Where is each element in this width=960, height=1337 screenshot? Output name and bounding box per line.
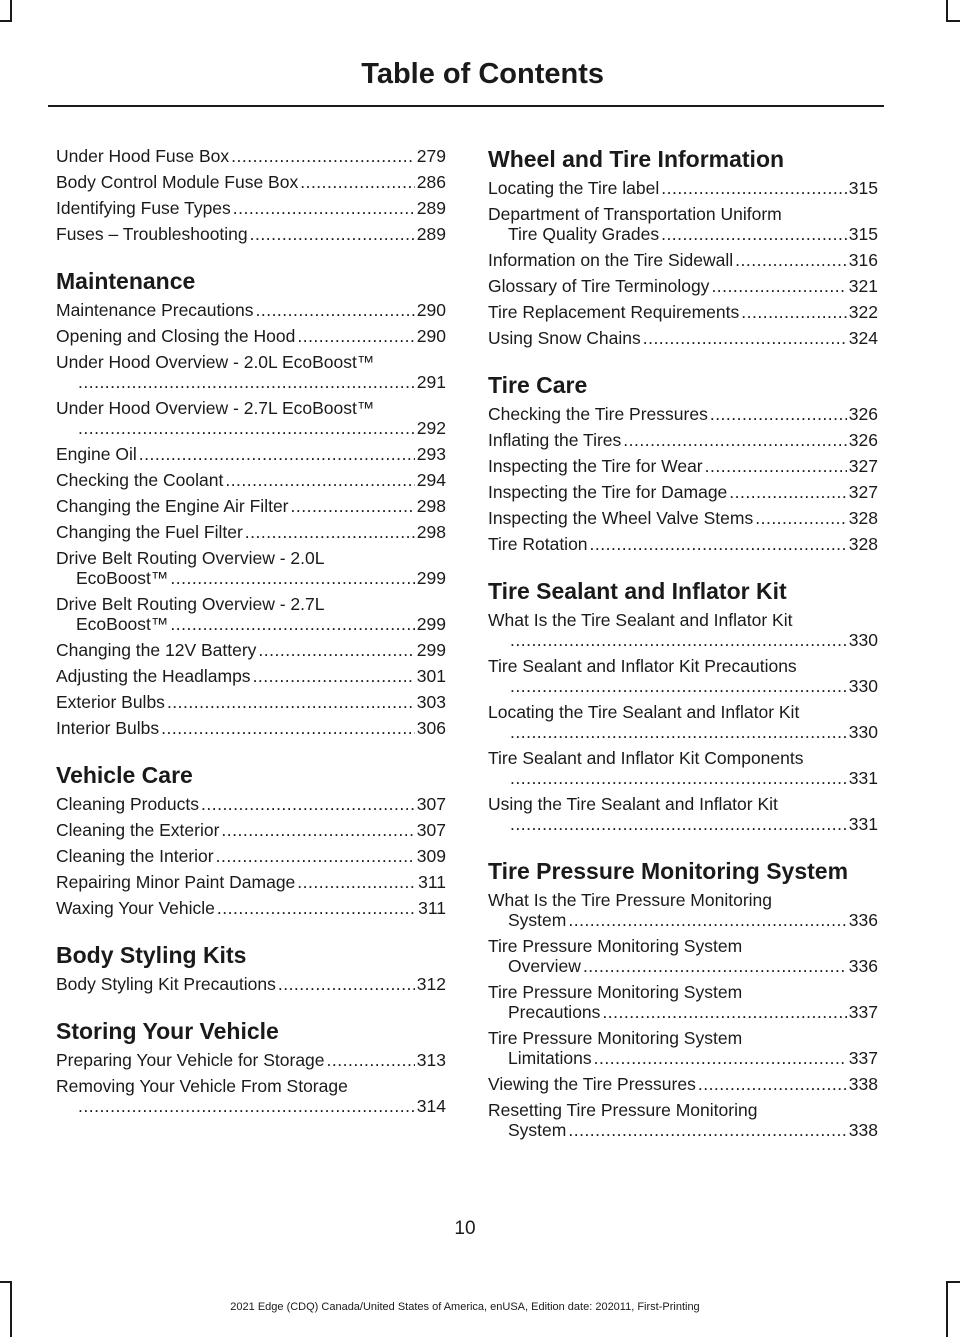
entry-page-number[interactable]: 286 — [416, 172, 446, 192]
entry-line — [56, 718, 446, 738]
toc-entry[interactable] — [488, 204, 878, 244]
toc-entry[interactable] — [56, 224, 446, 244]
toc-entry[interactable] — [56, 398, 446, 438]
entry-title: Repairing Minor Paint Damage — [56, 872, 296, 892]
toc-entry[interactable] — [488, 890, 878, 930]
entry-line — [488, 794, 878, 814]
toc-section — [56, 762, 446, 918]
entry-line — [56, 1050, 446, 1070]
header-divider — [48, 105, 884, 107]
dot-leader — [661, 178, 847, 198]
entry-line — [488, 1074, 878, 1094]
entry-title: Drive Belt Routing Overview - 2.0L — [56, 548, 325, 568]
entry-line — [488, 630, 878, 650]
dot-leader — [167, 692, 415, 712]
entry-page-number[interactable]: 330 — [848, 630, 878, 650]
entry-page-number[interactable]: 338 — [848, 1074, 878, 1094]
entry-title: Preparing Your Vehicle for Storage — [56, 1050, 325, 1070]
dot-leader — [201, 794, 415, 814]
dot-leader — [217, 898, 416, 918]
dot-leader — [602, 1002, 846, 1022]
dot-leader — [225, 470, 414, 490]
entry-line — [56, 172, 446, 192]
dot-leader — [705, 456, 847, 476]
toc-section — [56, 268, 446, 738]
dot-leader — [139, 444, 415, 464]
entry-title: Resetting Tire Pressure Monitoring — [488, 1100, 758, 1120]
crop-mark-top-right-v — [946, 0, 948, 22]
dot-leader — [510, 676, 847, 696]
toc-entry[interactable] — [488, 982, 878, 1022]
entry-title-continued: Tire Quality Grades — [508, 224, 660, 244]
entry-line — [56, 398, 446, 418]
toc-entry[interactable] — [56, 444, 446, 464]
entry-page-number[interactable]: 326 — [848, 430, 878, 450]
toc-entry[interactable] — [56, 548, 446, 588]
entry-line — [488, 722, 878, 742]
entry-page-number[interactable]: 293 — [416, 444, 446, 464]
entry-page-number[interactable]: 330 — [848, 676, 878, 696]
entry-page-number[interactable]: 291 — [416, 372, 446, 392]
toc-entry[interactable] — [56, 974, 446, 994]
entry-title-continued: EcoBoost™ — [76, 614, 169, 634]
toc-entry[interactable] — [56, 172, 446, 192]
entry-line — [488, 656, 878, 676]
crop-mark-bottom-right-h — [946, 1281, 960, 1283]
section-heading: Vehicle Care — [56, 762, 193, 788]
entry-page-number[interactable]: 292 — [416, 418, 446, 438]
entry-page-number[interactable]: 309 — [416, 846, 446, 866]
entry-page-number[interactable]: 311 — [418, 872, 446, 892]
dot-leader — [255, 300, 414, 320]
entry-title: Locating the Tire Sealant and Inflator Kit — [488, 702, 800, 722]
entry-line — [488, 702, 878, 722]
entry-title: Removing Your Vehicle From Storage — [56, 1076, 348, 1096]
entry-line — [56, 594, 446, 614]
entry-line — [488, 224, 878, 244]
entry-line — [56, 470, 446, 490]
toc-entry[interactable] — [488, 610, 878, 650]
entry-line — [488, 404, 878, 424]
dot-leader — [78, 372, 415, 392]
toc-section — [56, 1018, 446, 1116]
entry-page-number[interactable]: 289 — [416, 198, 446, 218]
dot-leader — [568, 910, 846, 930]
toc-entry[interactable] — [488, 508, 878, 528]
entry-page-number[interactable]: 290 — [416, 300, 446, 320]
entry-title: Adjusting the Headlamps — [56, 666, 251, 686]
dot-leader — [291, 496, 415, 516]
dot-leader — [327, 1050, 415, 1070]
dot-leader — [300, 172, 415, 192]
entry-line — [488, 302, 878, 322]
entry-line — [488, 936, 878, 956]
entry-title: Changing the 12V Battery — [56, 640, 257, 660]
entry-title-continued: EcoBoost™ — [76, 568, 169, 588]
toc-entry[interactable] — [488, 1074, 878, 1094]
entry-page-number[interactable]: 326 — [848, 404, 878, 424]
entry-title: Interior Bulbs — [56, 718, 160, 738]
entry-title: Fuses – Troubleshooting — [56, 224, 248, 244]
toc-entry[interactable] — [488, 302, 878, 322]
entry-line — [56, 614, 446, 634]
entry-line — [488, 1048, 878, 1068]
crop-mark-top-right-h — [946, 20, 960, 22]
entry-page-number[interactable]: 324 — [848, 328, 878, 348]
toc-entry[interactable] — [56, 666, 446, 686]
toc-entry[interactable] — [56, 820, 446, 840]
dot-leader — [510, 814, 847, 834]
entry-line — [56, 1076, 446, 1096]
entry-page-number[interactable]: 289 — [416, 224, 446, 244]
footer-edition-text: 2021 Edge (CDQ) Canada/United States of America, enUSA, Edition date: 202011, First-Printing — [230, 1301, 700, 1313]
entry-line — [488, 768, 878, 788]
entry-page-number[interactable]: 338 — [848, 1120, 878, 1140]
dot-leader — [661, 224, 847, 244]
entry-page-number[interactable]: 336 — [848, 956, 878, 976]
entry-title-continued: Precautions — [508, 1002, 601, 1022]
entry-title: Using Snow Chains — [488, 328, 641, 348]
toc-entry[interactable] — [488, 534, 878, 554]
entry-line — [56, 640, 446, 660]
toc-entry[interactable] — [488, 748, 878, 788]
entry-title: Under Hood Overview - 2.0L EcoBoost™ — [56, 352, 375, 372]
entry-line — [56, 444, 446, 464]
section-heading: Body Styling Kits — [56, 942, 247, 968]
dot-leader — [245, 522, 415, 542]
dot-leader — [78, 1096, 415, 1116]
entry-title: Waxing Your Vehicle — [56, 898, 215, 918]
entry-title: What Is the Tire Sealant and Inflator Kit — [488, 610, 793, 630]
entry-title: Tire Rotation — [488, 534, 588, 554]
entry-title: Drive Belt Routing Overview - 2.7L — [56, 594, 325, 614]
entry-title: Tire Pressure Monitoring System — [488, 1028, 743, 1048]
entry-title: Body Styling Kit Precautions — [56, 974, 276, 994]
crop-mark-bottom-left-h — [0, 1281, 12, 1283]
entry-title-continued: System — [508, 1120, 567, 1140]
entry-line — [488, 956, 878, 976]
entry-line — [488, 1100, 878, 1120]
dot-leader — [297, 326, 414, 346]
entry-page-number[interactable]: 316 — [848, 250, 878, 270]
entry-title-continued: Overview — [508, 956, 581, 976]
toc-section — [488, 372, 878, 554]
dot-leader — [583, 956, 847, 976]
dot-leader — [258, 640, 414, 660]
entry-line — [56, 1096, 446, 1116]
entry-title: Inspecting the Tire for Wear — [488, 456, 703, 476]
entry-page-number[interactable]: 313 — [416, 1050, 446, 1070]
toc-entry[interactable] — [56, 300, 446, 320]
dot-leader — [233, 198, 415, 218]
toc-section — [488, 858, 878, 1140]
entry-page-number[interactable]: 315 — [848, 178, 878, 198]
entry-line — [488, 982, 878, 1002]
dot-leader — [735, 250, 847, 270]
entry-line — [488, 250, 878, 270]
entry-page-number[interactable]: 327 — [848, 456, 878, 476]
entry-line — [488, 328, 878, 348]
entry-title: Inspecting the Wheel Valve Stems — [488, 508, 754, 528]
entry-line — [56, 974, 446, 994]
crop-mark-top-left-v — [10, 0, 12, 22]
section-heading: Maintenance — [56, 268, 196, 294]
entry-line — [488, 508, 878, 528]
entry-line — [488, 910, 878, 930]
toc-entry[interactable] — [56, 352, 446, 392]
dot-leader — [755, 508, 847, 528]
entry-title: Tire Sealant and Inflator Kit Components — [488, 748, 804, 768]
entry-title: Inspecting the Tire for Damage — [488, 482, 728, 502]
toc-entry[interactable] — [56, 872, 446, 892]
entry-title: Opening and Closing the Hood — [56, 326, 296, 346]
entry-line — [488, 178, 878, 198]
dot-leader — [710, 404, 847, 424]
entry-page-number[interactable]: 299 — [416, 568, 446, 588]
dot-leader — [231, 146, 415, 166]
entry-line — [56, 300, 446, 320]
entry-line — [488, 534, 878, 554]
entry-line — [56, 568, 446, 588]
page-title: Table of Contents — [361, 58, 604, 90]
toc-right-column — [488, 146, 878, 1164]
entry-line — [488, 430, 878, 450]
entry-line — [56, 548, 446, 568]
entry-title: Exterior Bulbs — [56, 692, 165, 712]
entry-line — [56, 522, 446, 542]
entry-title: Maintenance Precautions — [56, 300, 254, 320]
entry-title: Under Hood Overview - 2.7L EcoBoost™ — [56, 398, 375, 418]
toc-entry[interactable] — [488, 456, 878, 476]
entry-line — [488, 204, 878, 224]
dot-leader — [170, 568, 414, 588]
entry-page-number[interactable]: 299 — [416, 640, 446, 660]
toc-entry[interactable] — [56, 794, 446, 814]
entry-page-number[interactable]: 314 — [416, 1096, 446, 1116]
entry-page-number[interactable]: 330 — [848, 722, 878, 742]
entry-page-number[interactable]: 307 — [416, 820, 446, 840]
dot-leader — [510, 630, 847, 650]
entry-page-number[interactable]: 321 — [848, 276, 878, 296]
toc-entry[interactable] — [488, 936, 878, 976]
dot-leader — [253, 666, 415, 686]
entry-page-number[interactable]: 299 — [416, 614, 446, 634]
dot-leader — [568, 1120, 846, 1140]
entry-title: Checking the Tire Pressures — [488, 404, 708, 424]
entry-page-number[interactable]: 322 — [848, 302, 878, 322]
entry-title: Cleaning Products — [56, 794, 199, 814]
dot-leader — [623, 430, 847, 450]
entry-title: Cleaning the Interior — [56, 846, 214, 866]
entry-page-number[interactable]: 337 — [848, 1048, 878, 1068]
entry-line — [56, 820, 446, 840]
toc-entry[interactable] — [488, 1100, 878, 1140]
section-heading: Tire Pressure Monitoring System — [488, 858, 849, 884]
toc-entry[interactable] — [488, 656, 878, 696]
entry-title: Viewing the Tire Pressures — [488, 1074, 696, 1094]
entry-title: Using the Tire Sealant and Inflator Kit — [488, 794, 778, 814]
dot-leader — [711, 276, 846, 296]
entry-title: Tire Pressure Monitoring System — [488, 982, 743, 1002]
entry-line — [488, 814, 878, 834]
toc-section — [56, 146, 446, 244]
dot-leader — [510, 768, 847, 788]
entry-line — [56, 352, 446, 372]
entry-page-number[interactable]: 301 — [416, 666, 446, 686]
entry-page-number[interactable]: 290 — [416, 326, 446, 346]
entry-title: Tire Replacement Requirements — [488, 302, 740, 322]
dot-leader — [250, 224, 415, 244]
dot-leader — [510, 722, 847, 742]
entry-line — [56, 146, 446, 166]
entry-page-number[interactable]: 312 — [416, 974, 446, 994]
entry-line — [488, 1028, 878, 1048]
dot-leader — [590, 534, 847, 554]
toc-left-column — [56, 146, 446, 1140]
entry-title-continued: Limitations — [508, 1048, 592, 1068]
entry-line — [56, 898, 446, 918]
dot-leader — [729, 482, 847, 502]
toc-entry[interactable] — [56, 898, 446, 918]
toc-entry[interactable] — [56, 692, 446, 712]
entry-line — [488, 1120, 878, 1140]
entry-line — [488, 748, 878, 768]
entry-page-number[interactable]: 315 — [848, 224, 878, 244]
page-number: 10 — [454, 1218, 476, 1239]
toc-section — [56, 942, 446, 994]
entry-line — [488, 890, 878, 910]
entry-title: Body Control Module Fuse Box — [56, 172, 299, 192]
toc-entry[interactable] — [56, 1050, 446, 1070]
entry-page-number[interactable]: 306 — [416, 718, 446, 738]
section-heading: Wheel and Tire Information — [488, 146, 785, 172]
toc-entry[interactable] — [56, 198, 446, 218]
toc-entry[interactable] — [56, 326, 446, 346]
entry-page-number[interactable]: 303 — [416, 692, 446, 712]
entry-title-continued: System — [508, 910, 567, 930]
entry-title: Inflating the Tires — [488, 430, 622, 450]
entry-line — [56, 372, 446, 392]
entry-page-number[interactable]: 336 — [848, 910, 878, 930]
dot-leader — [78, 418, 415, 438]
toc-entry[interactable] — [488, 794, 878, 834]
dot-leader — [297, 872, 416, 892]
entry-page-number[interactable]: 279 — [416, 146, 446, 166]
entry-title: Locating the Tire label — [488, 178, 660, 198]
dot-leader — [216, 846, 415, 866]
toc-entry[interactable] — [488, 250, 878, 270]
entry-page-number[interactable]: 311 — [418, 898, 446, 918]
dot-leader — [741, 302, 847, 322]
entry-page-number[interactable]: 294 — [416, 470, 446, 490]
entry-title: Cleaning the Exterior — [56, 820, 220, 840]
entry-title: Tire Pressure Monitoring System — [488, 936, 743, 956]
entry-line — [488, 610, 878, 630]
entry-page-number[interactable]: 298 — [416, 522, 446, 542]
entry-title: Checking the Coolant — [56, 470, 224, 490]
entry-title: Department of Transportation Uniform — [488, 204, 782, 224]
toc-section — [488, 578, 878, 834]
toc-entry[interactable] — [488, 178, 878, 198]
entry-page-number[interactable]: 337 — [848, 1002, 878, 1022]
toc-entry[interactable] — [56, 718, 446, 738]
entry-line — [488, 456, 878, 476]
section-heading: Tire Sealant and Inflator Kit — [488, 578, 787, 604]
toc-entry[interactable] — [56, 640, 446, 660]
toc-entry[interactable] — [488, 482, 878, 502]
entry-line — [488, 1002, 878, 1022]
toc-section — [488, 146, 878, 348]
toc-entry[interactable] — [488, 328, 878, 348]
toc-entry[interactable] — [488, 430, 878, 450]
entry-page-number[interactable]: 298 — [416, 496, 446, 516]
entry-title: Changing the Fuel Filter — [56, 522, 243, 542]
entry-line — [56, 198, 446, 218]
entry-page-number[interactable]: 328 — [848, 508, 878, 528]
toc-entry[interactable] — [56, 1076, 446, 1116]
entry-page-number[interactable]: 331 — [848, 768, 878, 788]
entry-title: Information on the Tire Sidewall — [488, 250, 734, 270]
section-heading: Storing Your Vehicle — [56, 1018, 279, 1044]
entry-line — [56, 692, 446, 712]
section-heading: Tire Care — [488, 372, 588, 398]
toc-entry[interactable] — [488, 404, 878, 424]
toc-entry[interactable] — [488, 702, 878, 742]
entry-page-number[interactable]: 327 — [848, 482, 878, 502]
entry-title: Identifying Fuse Types — [56, 198, 231, 218]
entry-title: Glossary of Tire Terminology — [488, 276, 710, 296]
dot-leader — [698, 1074, 847, 1094]
entry-line — [56, 872, 446, 892]
entry-line — [56, 666, 446, 686]
entry-page-number[interactable]: 331 — [848, 814, 878, 834]
crop-mark-bottom-right-v — [946, 1281, 948, 1337]
entry-page-number[interactable]: 307 — [416, 794, 446, 814]
entry-line — [488, 276, 878, 296]
entry-line — [56, 326, 446, 346]
toc-entry[interactable] — [56, 522, 446, 542]
crop-mark-top-left-h — [0, 20, 12, 22]
entry-title: What Is the Tire Pressure Monitoring — [488, 890, 772, 910]
entry-line — [56, 846, 446, 866]
entry-line — [56, 496, 446, 516]
entry-title: Engine Oil — [56, 444, 137, 464]
dot-leader — [278, 974, 415, 994]
toc-entry[interactable] — [56, 146, 446, 166]
toc-entry[interactable] — [488, 1028, 878, 1068]
entry-title: Under Hood Fuse Box — [56, 146, 230, 166]
entry-line — [488, 482, 878, 502]
toc-entry[interactable] — [56, 496, 446, 516]
dot-leader — [161, 718, 415, 738]
dot-leader — [170, 614, 414, 634]
entry-page-number[interactable]: 328 — [848, 534, 878, 554]
entry-line — [56, 418, 446, 438]
toc-entry[interactable] — [488, 276, 878, 296]
dot-leader — [221, 820, 414, 840]
dot-leader — [594, 1048, 847, 1068]
entry-line — [56, 224, 446, 244]
entry-title: Changing the Engine Air Filter — [56, 496, 289, 516]
entry-line — [488, 676, 878, 696]
entry-line — [56, 794, 446, 814]
toc-entry[interactable] — [56, 594, 446, 634]
entry-title: Tire Sealant and Inflator Kit Precautions — [488, 656, 797, 676]
toc-entry[interactable] — [56, 470, 446, 490]
toc-entry[interactable] — [56, 846, 446, 866]
dot-leader — [643, 328, 847, 348]
